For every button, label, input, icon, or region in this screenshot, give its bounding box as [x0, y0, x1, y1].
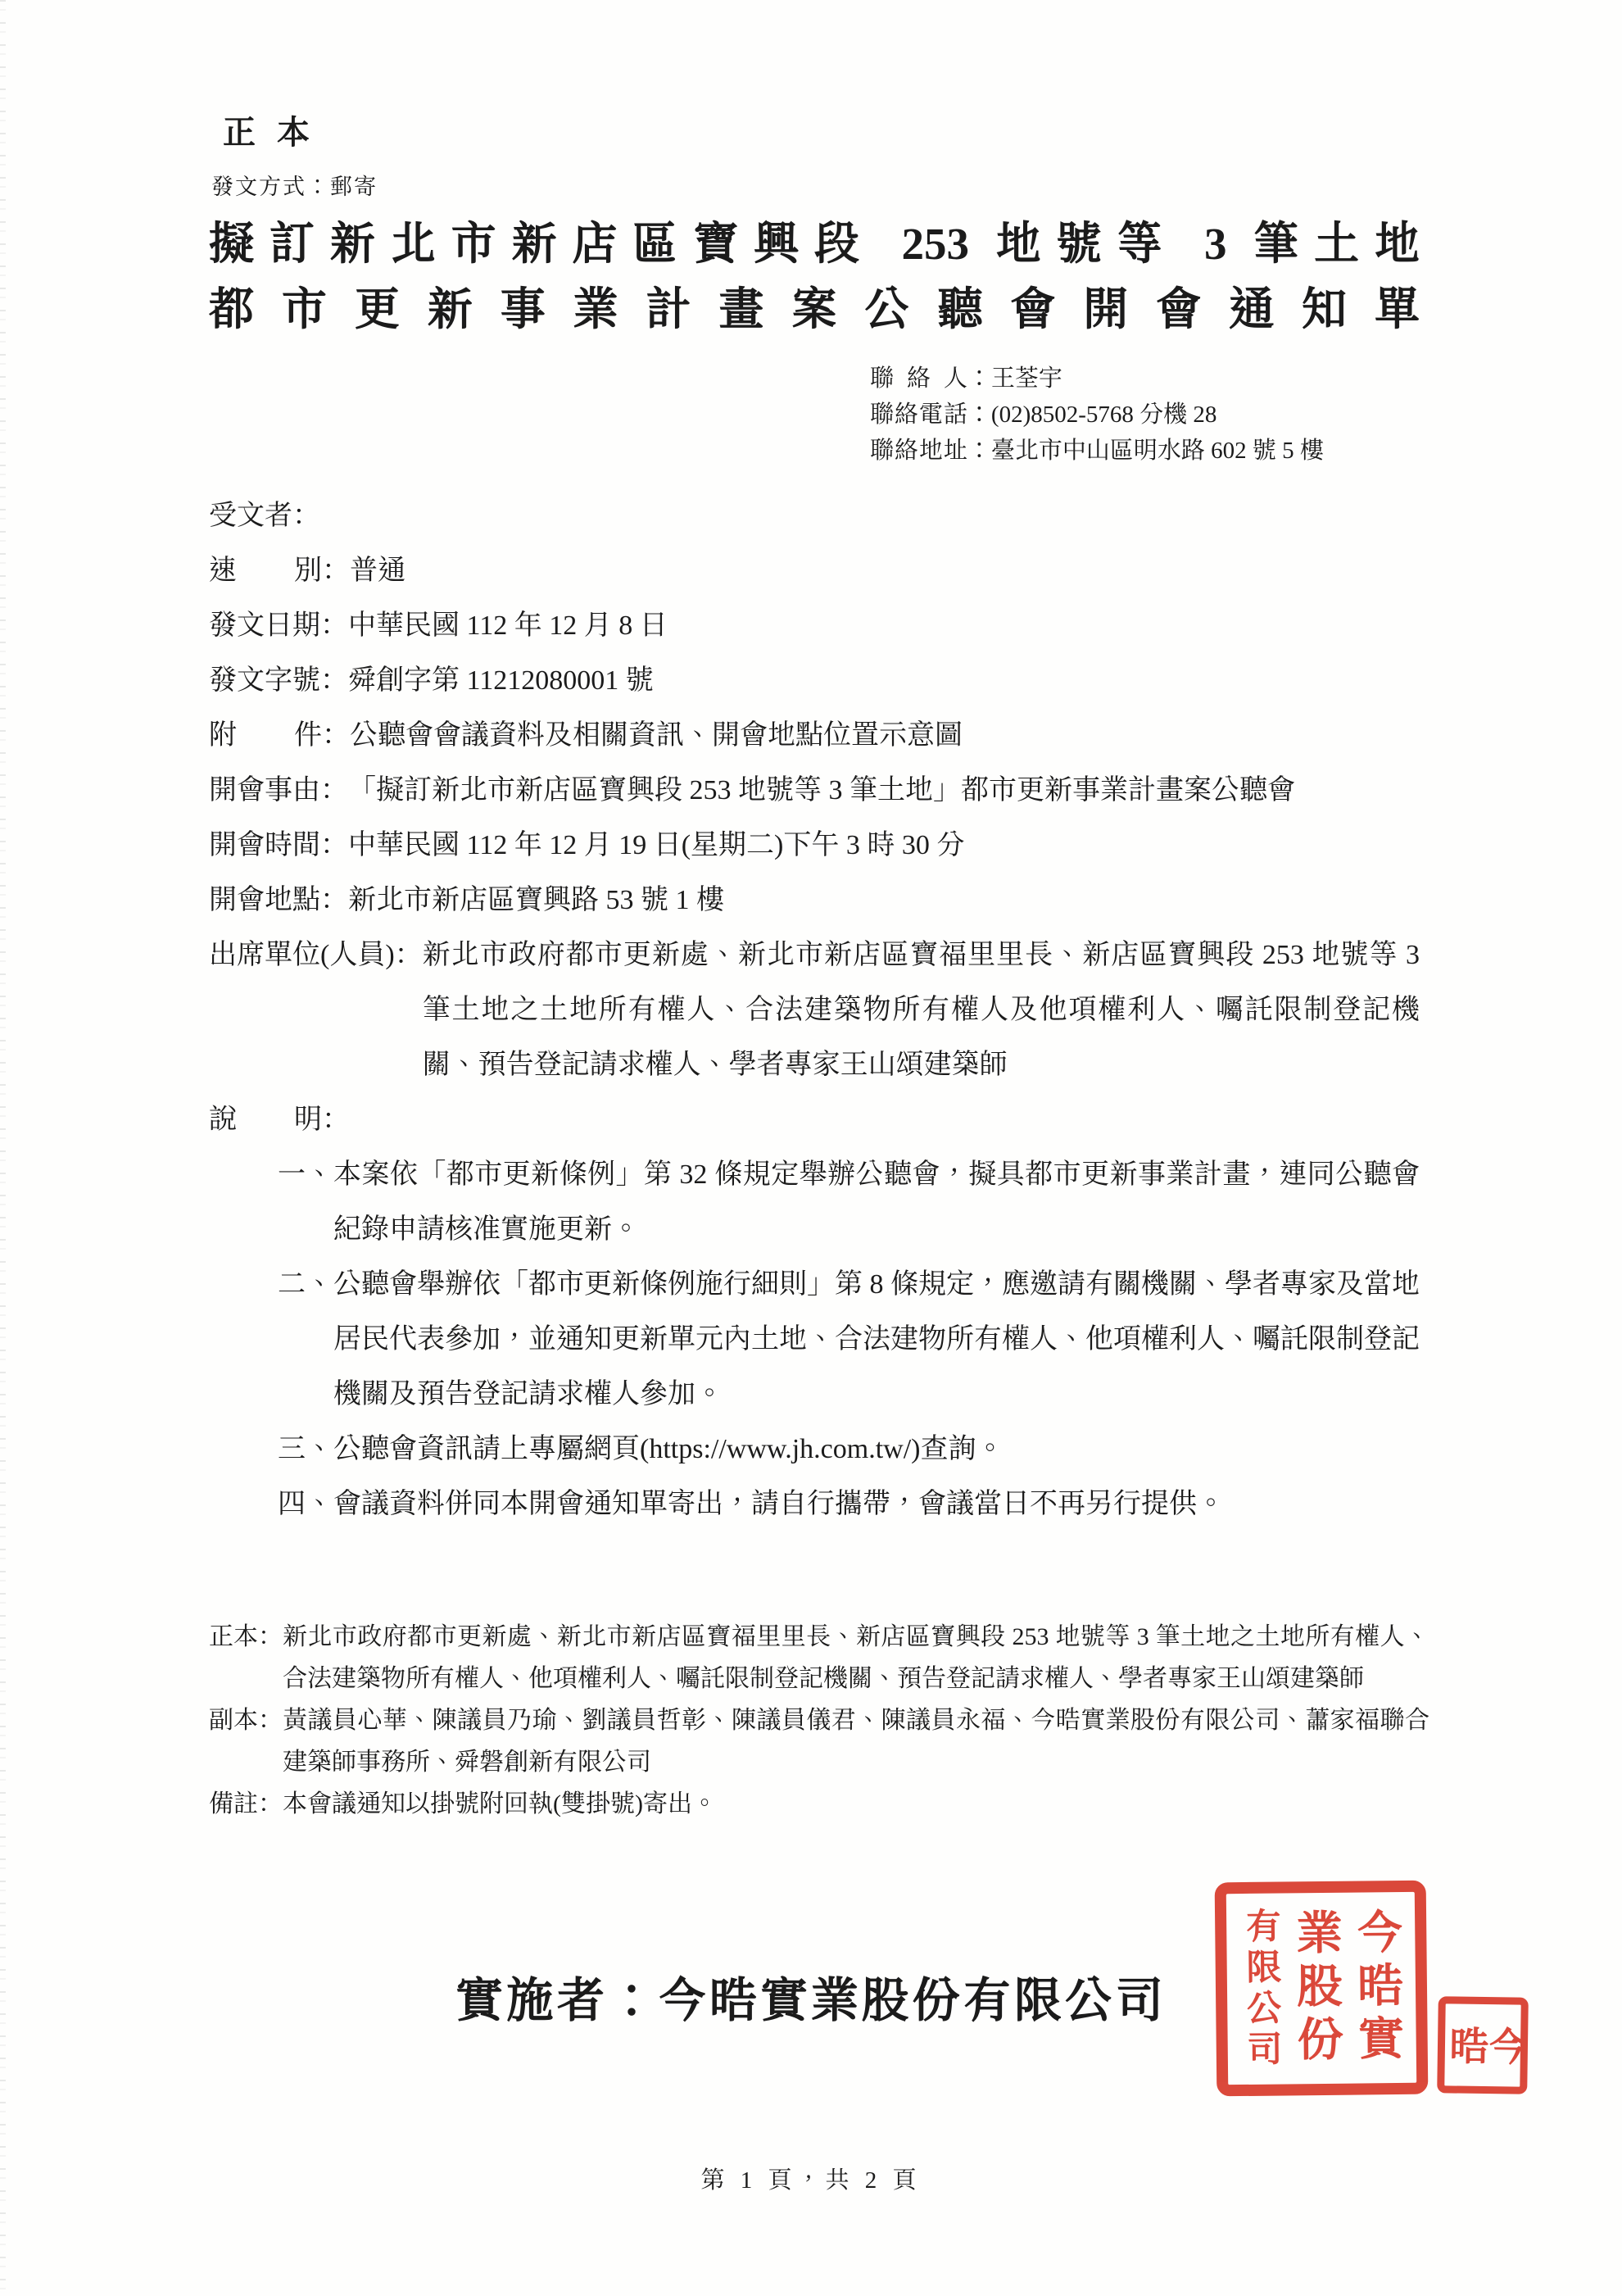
item-marker: 一、: [278, 1159, 333, 1190]
field-value: 「擬訂新北市新店區寶興段 253 地號等 3 筆土地」都市更新事業計畫案公聽會: [348, 775, 1295, 805]
field-value: 舜創字第 11212080001 號: [348, 665, 654, 696]
field-value: 中華民國 112 年 12 月 19 日(星期二)下午 3 時 30 分: [348, 830, 965, 860]
item-text: 會議資料併同本開會通知單寄出，請自行攜帶，會議當日不再另行提供。: [333, 1489, 1225, 1519]
field-row-priority: [209, 543, 1420, 598]
cc-label: 正本: [209, 1623, 258, 1650]
contact-phone-value: (02)8502-5768 分機 28: [990, 402, 1217, 428]
explanation-item-1: [209, 1147, 1420, 1257]
contact-phone-row: [870, 397, 1591, 433]
field-value: 新北市新店區寶興路 53 號 1 樓: [348, 885, 724, 915]
field-colon: ：: [320, 885, 348, 915]
document-title-line1: 擬訂新北市新店區寶興段 253 地號等 3 筆土地: [209, 219, 1420, 269]
field-label: 開會事由: [209, 775, 320, 805]
field-row-explanation: [209, 1092, 1420, 1147]
field-row-meeting-subject: [209, 763, 1420, 818]
cc-row-remark: [209, 1783, 1429, 1825]
field-colon: ：: [322, 1105, 351, 1135]
company-seal-column-1: 今晧實: [1350, 1907, 1403, 2068]
contact-address-row: [870, 433, 1591, 469]
implementer-name: 今晧實業股份有限公司: [659, 1974, 1167, 2027]
field-label: 出席單位(人員): [209, 940, 395, 970]
cc-value: 本會議通知以掛號附回執(雙掛號)寄出。: [283, 1790, 717, 1817]
company-seal-column-3: 有限公司: [1240, 1907, 1281, 2071]
field-colon: ：: [322, 720, 351, 751]
item-text: 公聽會資訊請上專屬網頁(https://www.jh.com.tw/)查詢。: [333, 1434, 1004, 1464]
field-row-doc-number: [209, 653, 1420, 708]
company-seal: [1215, 1881, 1429, 2097]
cc-row-copy: [209, 1699, 1429, 1783]
item-text: 公聽會舉辦依「都市更新條例施行細則」第 8 條規定，應邀請有關機關、學者專家及當地居民代表參加，並通知更新單元內土地、合法建物所有權人、他項權利人、囑託限制登記機關及預告登記請求權人參加。: [333, 1269, 1420, 1409]
field-colon: ：: [320, 610, 348, 641]
field-value: 中華民國 112 年 12 月 8 日: [348, 610, 668, 641]
document-title: [209, 211, 1420, 343]
contact-phone-colon: ：: [967, 402, 991, 428]
field-row-attendees: [209, 928, 1420, 1092]
field-row-attachment: [209, 708, 1420, 763]
cc-label: 備註: [209, 1790, 258, 1817]
contact-address-label: 聯絡地址: [870, 438, 967, 464]
explanation-item-2: [209, 1257, 1420, 1422]
field-label: 受文者: [209, 501, 292, 531]
page-number-footer: 第 1 頁，共 2 頁: [700, 2167, 922, 2194]
field-label: 開會地點: [209, 885, 320, 915]
document-title-line2: 都市更新事業計畫案公聽會開會通知單: [209, 284, 1420, 334]
send-method-colon: ：: [306, 175, 330, 199]
field-label: 發文字號: [209, 665, 320, 696]
explanation-item-3: [209, 1422, 1420, 1477]
send-method-label: 發文方式: [211, 175, 306, 199]
item-text: 本案依「都市更新條例」第 32 條規定舉辦公聽會，擬具都市更新事業計畫，連同公聽會紀錄申請核准實施更新。: [333, 1159, 1420, 1245]
field-colon: ：: [322, 556, 351, 586]
field-label: 說明: [209, 1105, 323, 1135]
field-row-meeting-place: [209, 873, 1420, 928]
personal-name-seal: [1437, 1996, 1529, 2094]
cc-colon: ：: [258, 1790, 283, 1817]
field-row-issue-date: [209, 598, 1420, 653]
scan-noise-edge: [0, 0, 6, 2296]
item-marker: 三、: [278, 1434, 333, 1464]
contact-person-label: 聯絡人: [870, 365, 967, 392]
field-label: 開會時間: [209, 830, 320, 860]
contact-person-colon: ：: [967, 365, 991, 392]
implementer-colon: ：: [608, 1974, 659, 2027]
field-row-recipient: [209, 488, 1420, 543]
cc-colon: ：: [258, 1623, 283, 1650]
field-colon: ：: [394, 940, 423, 970]
copy-type-label: 正本: [223, 114, 331, 151]
contact-person-row: [870, 361, 1591, 397]
contact-person-value: 王荃宇: [990, 365, 1062, 392]
field-colon: ：: [292, 501, 320, 531]
field-colon: ：: [320, 830, 348, 860]
cc-row-original: [209, 1616, 1429, 1699]
field-value: 普通: [350, 556, 406, 586]
field-label: 附件: [209, 720, 323, 751]
cc-colon: ：: [258, 1707, 283, 1734]
company-seal-column-2: 業股份: [1289, 1908, 1343, 2069]
cc-value: 新北市政府都市更新處、新北市新店區寶福里里長、新店區寶興段 253 地號等 3 筆土地之土地所有權人、合法建築物所有權人、他項權利人、囑託限制登記機關、預告登記請求權人、學者專家王山頌建築師: [283, 1623, 1429, 1692]
cc-value: 黃議員心華、陳議員乃瑜、劉議員哲彰、陳議員儀君、陳議員永福、今晧實業股份有限公司、蕭家福聯合建築師事務所、舜磐創新有限公司: [283, 1707, 1429, 1776]
field-label: 發文日期: [209, 610, 320, 641]
send-method-line: [211, 169, 378, 201]
implementer-line: [455, 1962, 1167, 2031]
field-value: 新北市政府都市更新處、新北市新店區寶福里里長、新店區寶興段 253 地號等 3 筆土地之土地所有權人、合法建築物所有權人及他項權利人、囑託限制登記機關、預告登記請求權人、學者專家王山頌建築師: [422, 940, 1420, 1080]
item-marker: 二、: [278, 1269, 333, 1300]
item-marker: 四、: [278, 1489, 333, 1519]
field-row-meeting-time: [209, 818, 1420, 873]
contact-address-colon: ：: [967, 438, 991, 464]
cc-label: 副本: [209, 1707, 258, 1734]
field-colon: ：: [320, 775, 348, 805]
distribution-block: [209, 1616, 1429, 1825]
personal-seal-column-1: 今: [1482, 2026, 1527, 2066]
contact-phone-label: 聯絡電話: [870, 402, 967, 428]
implementer-label: 實施者: [455, 1974, 609, 2027]
explanation-item-4: [209, 1477, 1420, 1531]
document-body: [209, 488, 1420, 1531]
field-colon: ：: [320, 665, 348, 696]
personal-seal-column-2: 晧: [1443, 2025, 1488, 2066]
contact-block: [870, 361, 1591, 469]
field-value: 公聽會會議資料及相關資訊、開會地點位置示意圖: [350, 720, 963, 751]
field-label: 速別: [209, 556, 323, 586]
send-method-value: 郵寄: [330, 175, 378, 199]
contact-address-value: 臺北市中山區明水路 602 號 5 樓: [990, 438, 1324, 464]
